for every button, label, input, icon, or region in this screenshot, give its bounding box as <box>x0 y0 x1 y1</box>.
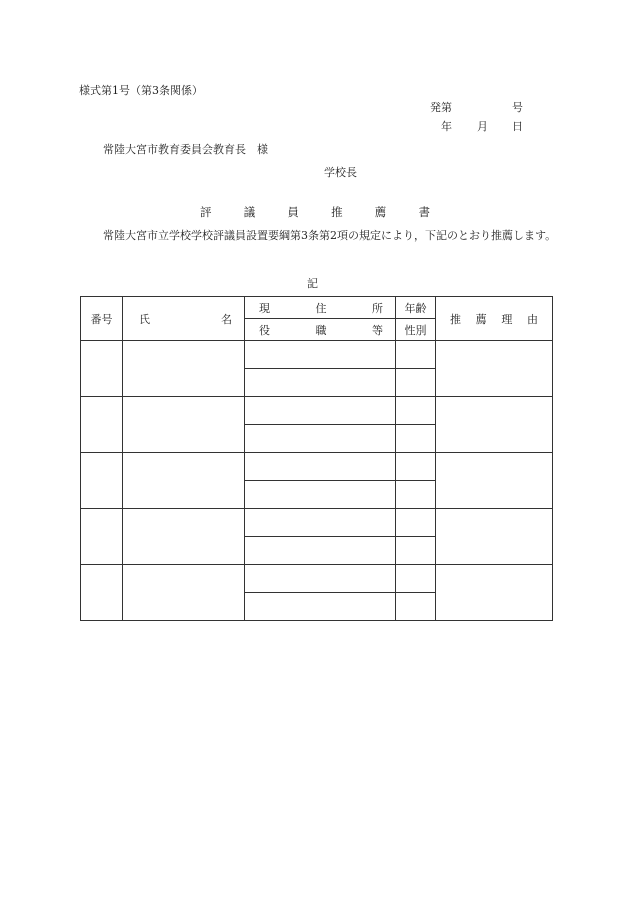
header-number: 番号 <box>81 297 123 341</box>
header-address: 現 住 所 <box>245 297 396 319</box>
cell-age[interactable] <box>396 341 436 369</box>
cell-reason[interactable] <box>436 341 553 397</box>
cell-address[interactable] <box>245 453 396 481</box>
title-char: 評 <box>200 205 212 219</box>
cell-address[interactable] <box>245 565 396 593</box>
body-text: 常陸大宮市立学校学校評議員設置要綱第3条第2項の規定により，下記のとおり推薦します。 <box>103 229 557 242</box>
header-age: 年齢 <box>396 297 436 319</box>
cell-gender[interactable] <box>396 425 436 453</box>
cell-gender[interactable] <box>396 481 436 509</box>
cell-gender[interactable] <box>396 537 436 565</box>
cell-gender[interactable] <box>396 593 436 621</box>
ki-label: 記 <box>307 277 318 290</box>
cell-number[interactable] <box>81 397 123 453</box>
cell-age[interactable] <box>396 509 436 537</box>
issue-suffix: 号 <box>512 101 523 114</box>
cell-reason[interactable] <box>436 565 553 621</box>
cell-address[interactable] <box>245 509 396 537</box>
cell-gender[interactable] <box>396 369 436 397</box>
cell-name[interactable] <box>123 565 245 621</box>
form-number: 様式第1号（第3条関係） <box>79 84 203 97</box>
title-char: 員 <box>287 205 299 219</box>
document-title <box>200 204 430 220</box>
cell-name[interactable] <box>123 341 245 397</box>
header-name: 氏 名 <box>123 297 245 341</box>
date-year: 年 <box>441 120 452 133</box>
recommendation-table <box>80 296 553 621</box>
cell-name[interactable] <box>123 397 245 453</box>
cell-position[interactable] <box>245 481 396 509</box>
cell-number[interactable] <box>81 453 123 509</box>
header-gender: 性別 <box>396 319 436 341</box>
title-char: 書 <box>418 205 430 219</box>
cell-age[interactable] <box>396 453 436 481</box>
cell-address[interactable] <box>245 397 396 425</box>
issue-prefix: 発第 <box>430 101 452 114</box>
cell-position[interactable] <box>245 537 396 565</box>
header-position: 役 職 等 <box>245 319 396 341</box>
cell-reason[interactable] <box>436 453 553 509</box>
date-day: 日 <box>512 120 523 133</box>
sender-principal: 学校長 <box>324 166 357 179</box>
cell-name[interactable] <box>123 509 245 565</box>
cell-age[interactable] <box>396 565 436 593</box>
cell-number[interactable] <box>81 341 123 397</box>
date-month: 月 <box>477 120 488 133</box>
cell-name[interactable] <box>123 453 245 509</box>
cell-position[interactable] <box>245 425 396 453</box>
addressee: 常陸大宮市教育委員会教育長 様 <box>103 143 268 156</box>
cell-number[interactable] <box>81 565 123 621</box>
header-reason: 推 薦 理 由 <box>436 297 553 341</box>
cell-position[interactable] <box>245 593 396 621</box>
cell-position[interactable] <box>245 369 396 397</box>
cell-address[interactable] <box>245 341 396 369</box>
cell-age[interactable] <box>396 397 436 425</box>
title-char: 薦 <box>374 205 387 219</box>
title-char: 議 <box>243 205 256 219</box>
title-char: 推 <box>331 205 343 219</box>
cell-reason[interactable] <box>436 509 553 565</box>
cell-reason[interactable] <box>436 397 553 453</box>
cell-number[interactable] <box>81 509 123 565</box>
